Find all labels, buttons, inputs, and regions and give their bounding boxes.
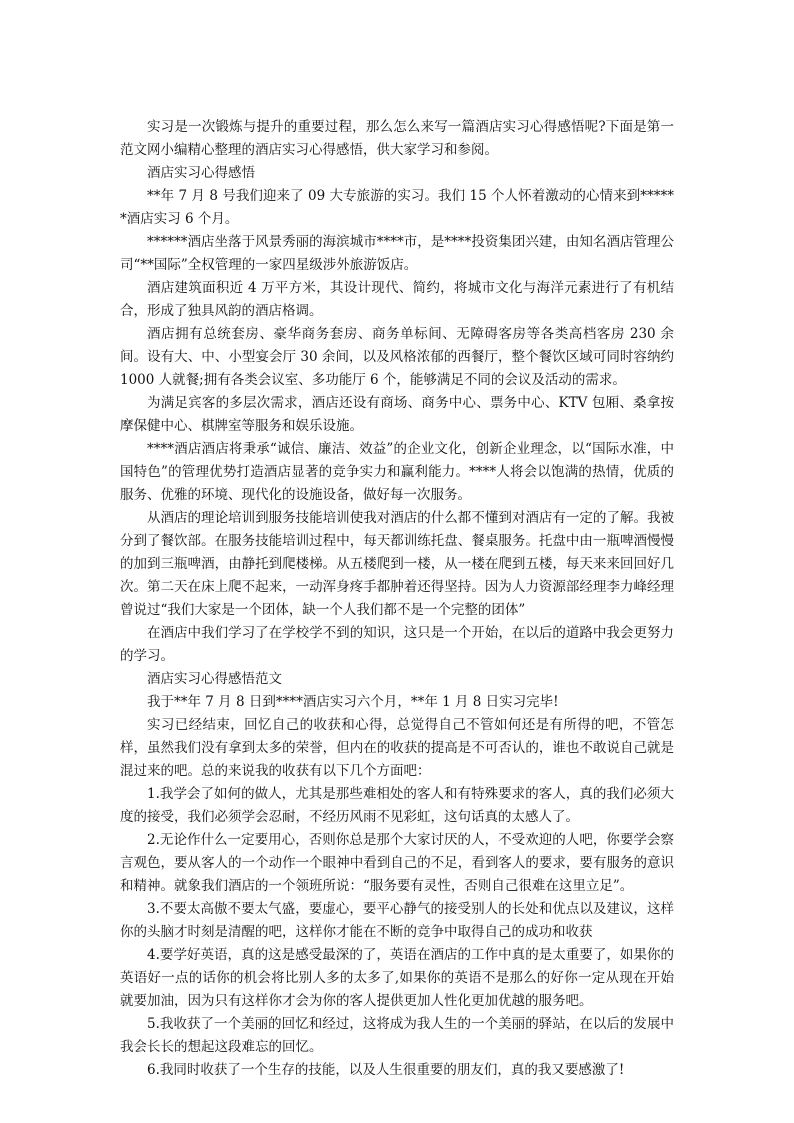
- body-paragraph: 酒店建筑面积近 4 万平方米，其设计现代、简约，将城市文化与海洋元素进行了有机结合，形成了独具风韵的酒店格调。: [120, 280, 674, 319]
- list-paragraph: 2.无论作什么一定要用心，否则你总是那个大家讨厌的人，不受欢迎的人吧，你要学会察言观色，要从客人的一个动作一个眼神中看到自己的不足，看到客人的要求，要有服务的意识和精神。就象我们酒店的一个领班所说：“服务要有灵性，否则自己很难在这里立足”。: [120, 832, 674, 894]
- body-paragraph: ******酒店坐落于风景秀丽的海滨城市****市，是****投资集团兴建，由知名酒店管理公司“**国际”全权管理的一家四星级涉外旅游饭店。: [120, 234, 674, 273]
- body-paragraph: 我于**年 7 月 8 日到****酒店实习六个月，**年 1 月 8 日实习完毕!: [147, 694, 559, 710]
- intro-paragraph: 实习是一次锻炼与提升的重要过程，那么怎么来写一篇酒店实习心得感悟呢?下面是第一范文网小编精心整理的酒店实习心得感悟，供大家学习和参阅。: [120, 119, 674, 158]
- body-paragraph: 从酒店的理论培训到服务技能培训使我对酒店的什么都不懂到对酒店有一定的了解。我被分到了餐饮部。在服务技能培训过程中，每天都训练托盘、餐桌服务。托盘中由一瓶啤酒慢慢的加到三瓶啤酒，由静托到爬楼梯。从五楼爬到一楼，从一楼在爬到五楼，每天来来回回好几次。第二天在床上爬不起来，一动浑身疼手都肿着还得坚持。因为人力资源部经理李力峰经理曾说过“我们大家是一个团体，缺一个人我们都不是一个完整的团体”: [120, 510, 674, 618]
- section-title: 酒店实习心得感悟: [147, 165, 255, 181]
- list-paragraph: 1.我学会了如何的做人，尤其是那些难相处的客人和有特殊要求的客人，真的我们必须大度的接受，我们必须学会忍耐，不经历风雨不见彩虹，这句话真的太感人了。: [120, 786, 674, 825]
- body-paragraph: 在酒店中我们学习了在学校学不到的知识，这只是一个开始，在以后的道路中我会更努力的学习。: [120, 625, 674, 664]
- list-paragraph: 6.我同时收获了一个生存的技能，以及人生很重要的朋友们，真的我又要感激了!: [147, 1062, 625, 1078]
- body-paragraph: ****酒店酒店将秉承“诚信、廉洁、效益”的企业文化，创新企业理念，以“国际水准，中国特色”的管理优势打造酒店显著的竞争实力和赢利能力。****人将会以饱满的热情，优质的服务、优雅的环境、现代化的设施设备，做好每一次服务。: [120, 441, 674, 503]
- document-body: [120, 116, 674, 1082]
- section-title: 酒店实习心得感悟范文: [147, 671, 282, 687]
- body-paragraph: 为满足宾客的多层次需求，酒店还设有商场、商务中心、票务中心、KTV 包厢、桑拿按摩保健中心、棋牌室等服务和娱乐设施。: [120, 395, 674, 434]
- body-paragraph: **年 7 月 8 号我们迎来了 09 大专旅游的实习。我们 15 个人怀着激动的心情来到******酒店实习 6 个月。: [120, 188, 674, 227]
- body-paragraph: 酒店拥有总统套房、豪华商务套房、商务单标间、无障碍客房等各类高档客房 230 余间。设有大、中、小型宴会厅 30 余间，以及风格浓郁的西餐厅，整个餐饮区域可同时容纳约 1000 人就餐;拥有各类会议室、多功能厅 6 个，能够满足不同的会议及活动的需求。: [120, 326, 674, 388]
- list-paragraph: 5.我收获了一个美丽的回忆和经过，这将成为我人生的一个美丽的驿站，在以后的发展中我会长长的想起这段难忘的回忆。: [120, 1016, 674, 1055]
- body-paragraph: 实习已经结束，回忆自己的收获和心得，总觉得自己不管如何还是有所得的吧，不管怎样，虽然我们没有拿到太多的荣誉，但内在的收获的提高是不可否认的，谁也不敢说自己就是混过来的吧。总的来说我的收获有以下几个方面吧：: [120, 717, 674, 779]
- list-paragraph: 3.不要太高傲不要太气盛，要虚心，要平心静气的接受别人的长处和优点以及建议，这样你的头脑才时刻是清醒的吧，这样你才能在不断的竞争中取得自己的成功和收获: [120, 901, 674, 940]
- list-paragraph: 4.要学好英语，真的这是感受最深的了，英语在酒店的工作中真的是太重要了，如果你的英语好一点的话你的机会将比别人多的太多了,如果你的英语不是那么的好你一定从现在开始就要加油，因为只有这样你才会为你的客人提供更加人性化更加优越的服务吧。: [120, 947, 674, 1009]
